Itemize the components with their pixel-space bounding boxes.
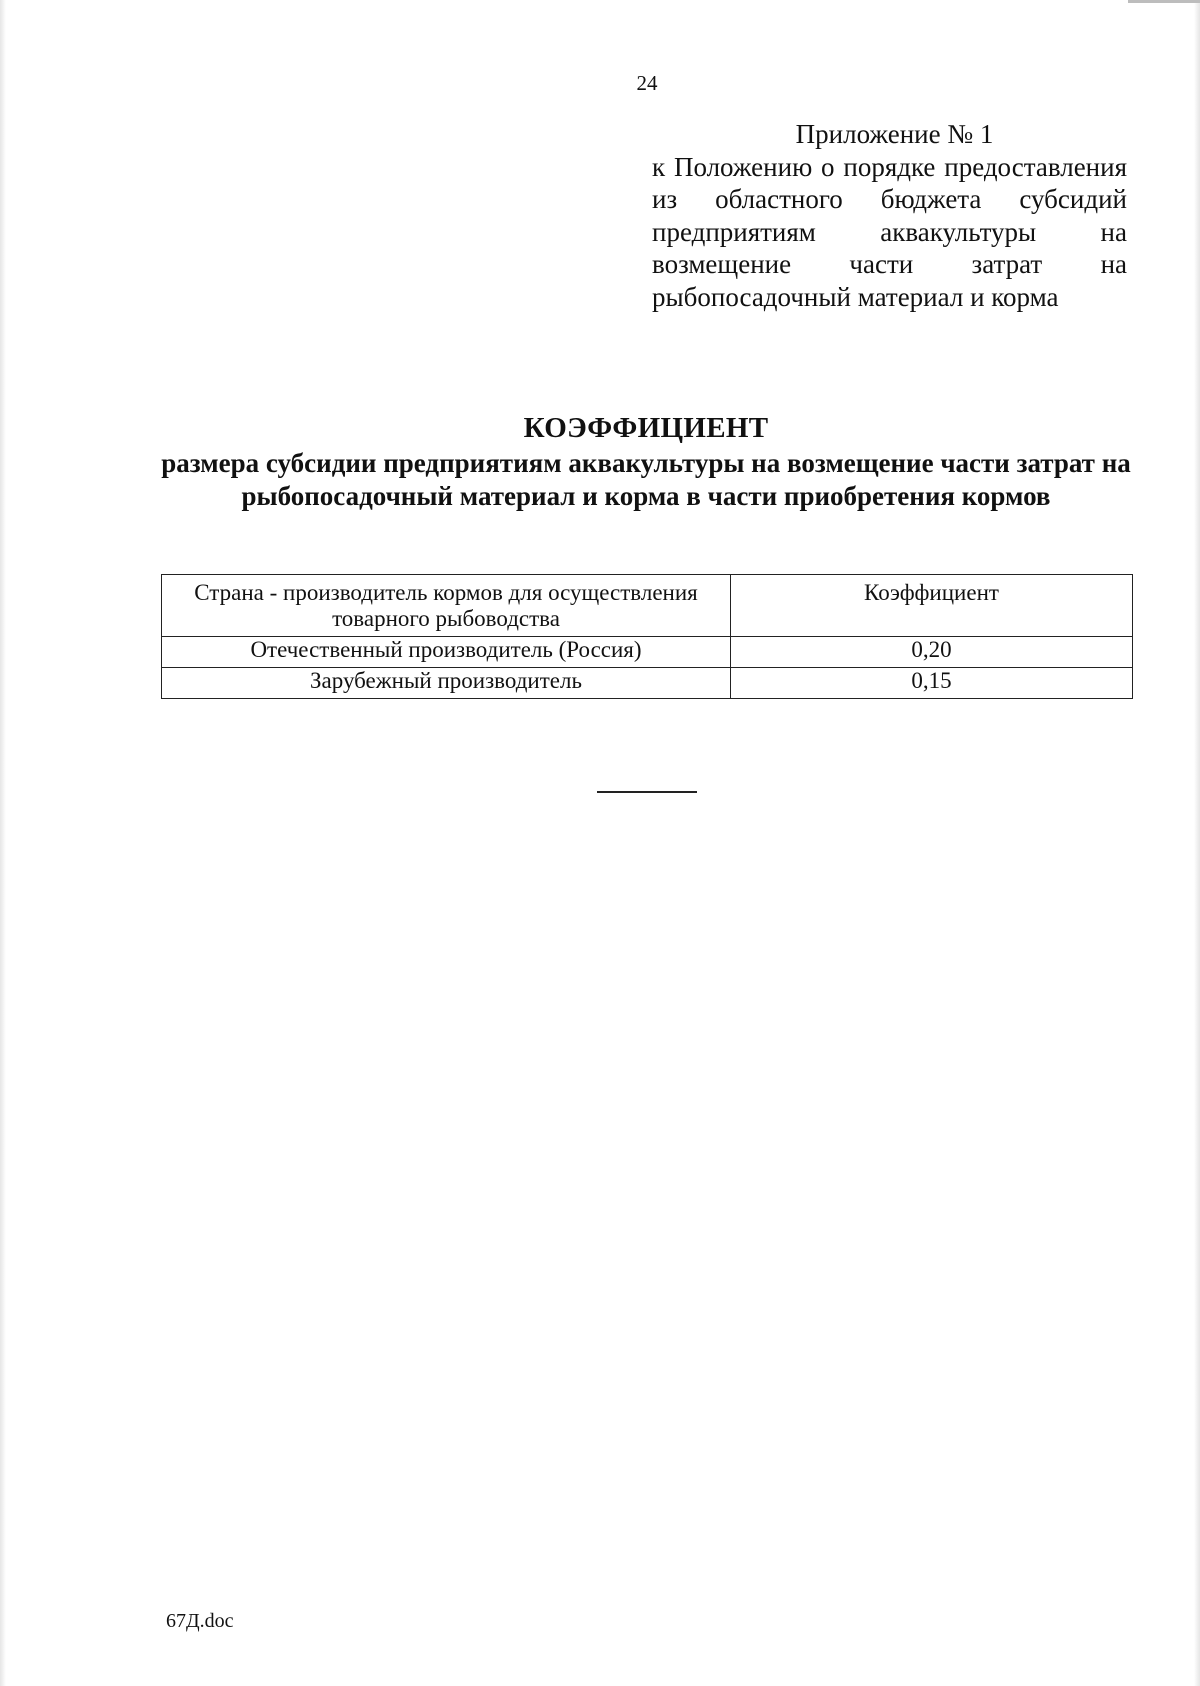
table-cell-coefficient: 0,20 bbox=[731, 637, 1133, 668]
table-header-row bbox=[162, 575, 1133, 637]
scan-corner-mark bbox=[1128, 0, 1200, 3]
scan-edge-right bbox=[1194, 0, 1200, 1686]
coefficient-table bbox=[161, 574, 1133, 699]
page-number: 24 bbox=[636, 71, 658, 95]
table-row bbox=[162, 668, 1133, 699]
scan-edge-left bbox=[0, 0, 6, 1686]
appendix-text: к Положению о порядке предоставления из областного бюджета субсидий предприятиям аквакультуры на возмещение части затрат на рыбопосадочный материал и корма bbox=[652, 151, 1127, 312]
table-row bbox=[162, 637, 1133, 668]
heading-title: КОЭФФИЦИЕНТ bbox=[523, 412, 769, 444]
table-cell-coefficient: 0,15 bbox=[731, 668, 1133, 699]
table-header-coefficient: Коэффициент bbox=[731, 575, 1133, 637]
table-header-country: Страна - производитель кормов для осуществления товарного рыбоводства bbox=[162, 575, 731, 637]
document-heading bbox=[160, 409, 1132, 512]
table-cell-country: Отечественный производитель (Россия) bbox=[162, 637, 731, 668]
appendix-block bbox=[652, 118, 1127, 313]
table-cell-country: Зарубежный производитель bbox=[162, 668, 731, 699]
heading-subtitle: размера субсидии предприятиям аквакультуры на возмещение части затрат на рыбопосадочный материал и корма в части приобретения кормов bbox=[161, 448, 1131, 511]
appendix-title: Приложение № 1 bbox=[795, 119, 994, 149]
end-of-document-rule bbox=[597, 791, 697, 793]
footer-doc-name: 67Д.doc bbox=[166, 1610, 234, 1632]
